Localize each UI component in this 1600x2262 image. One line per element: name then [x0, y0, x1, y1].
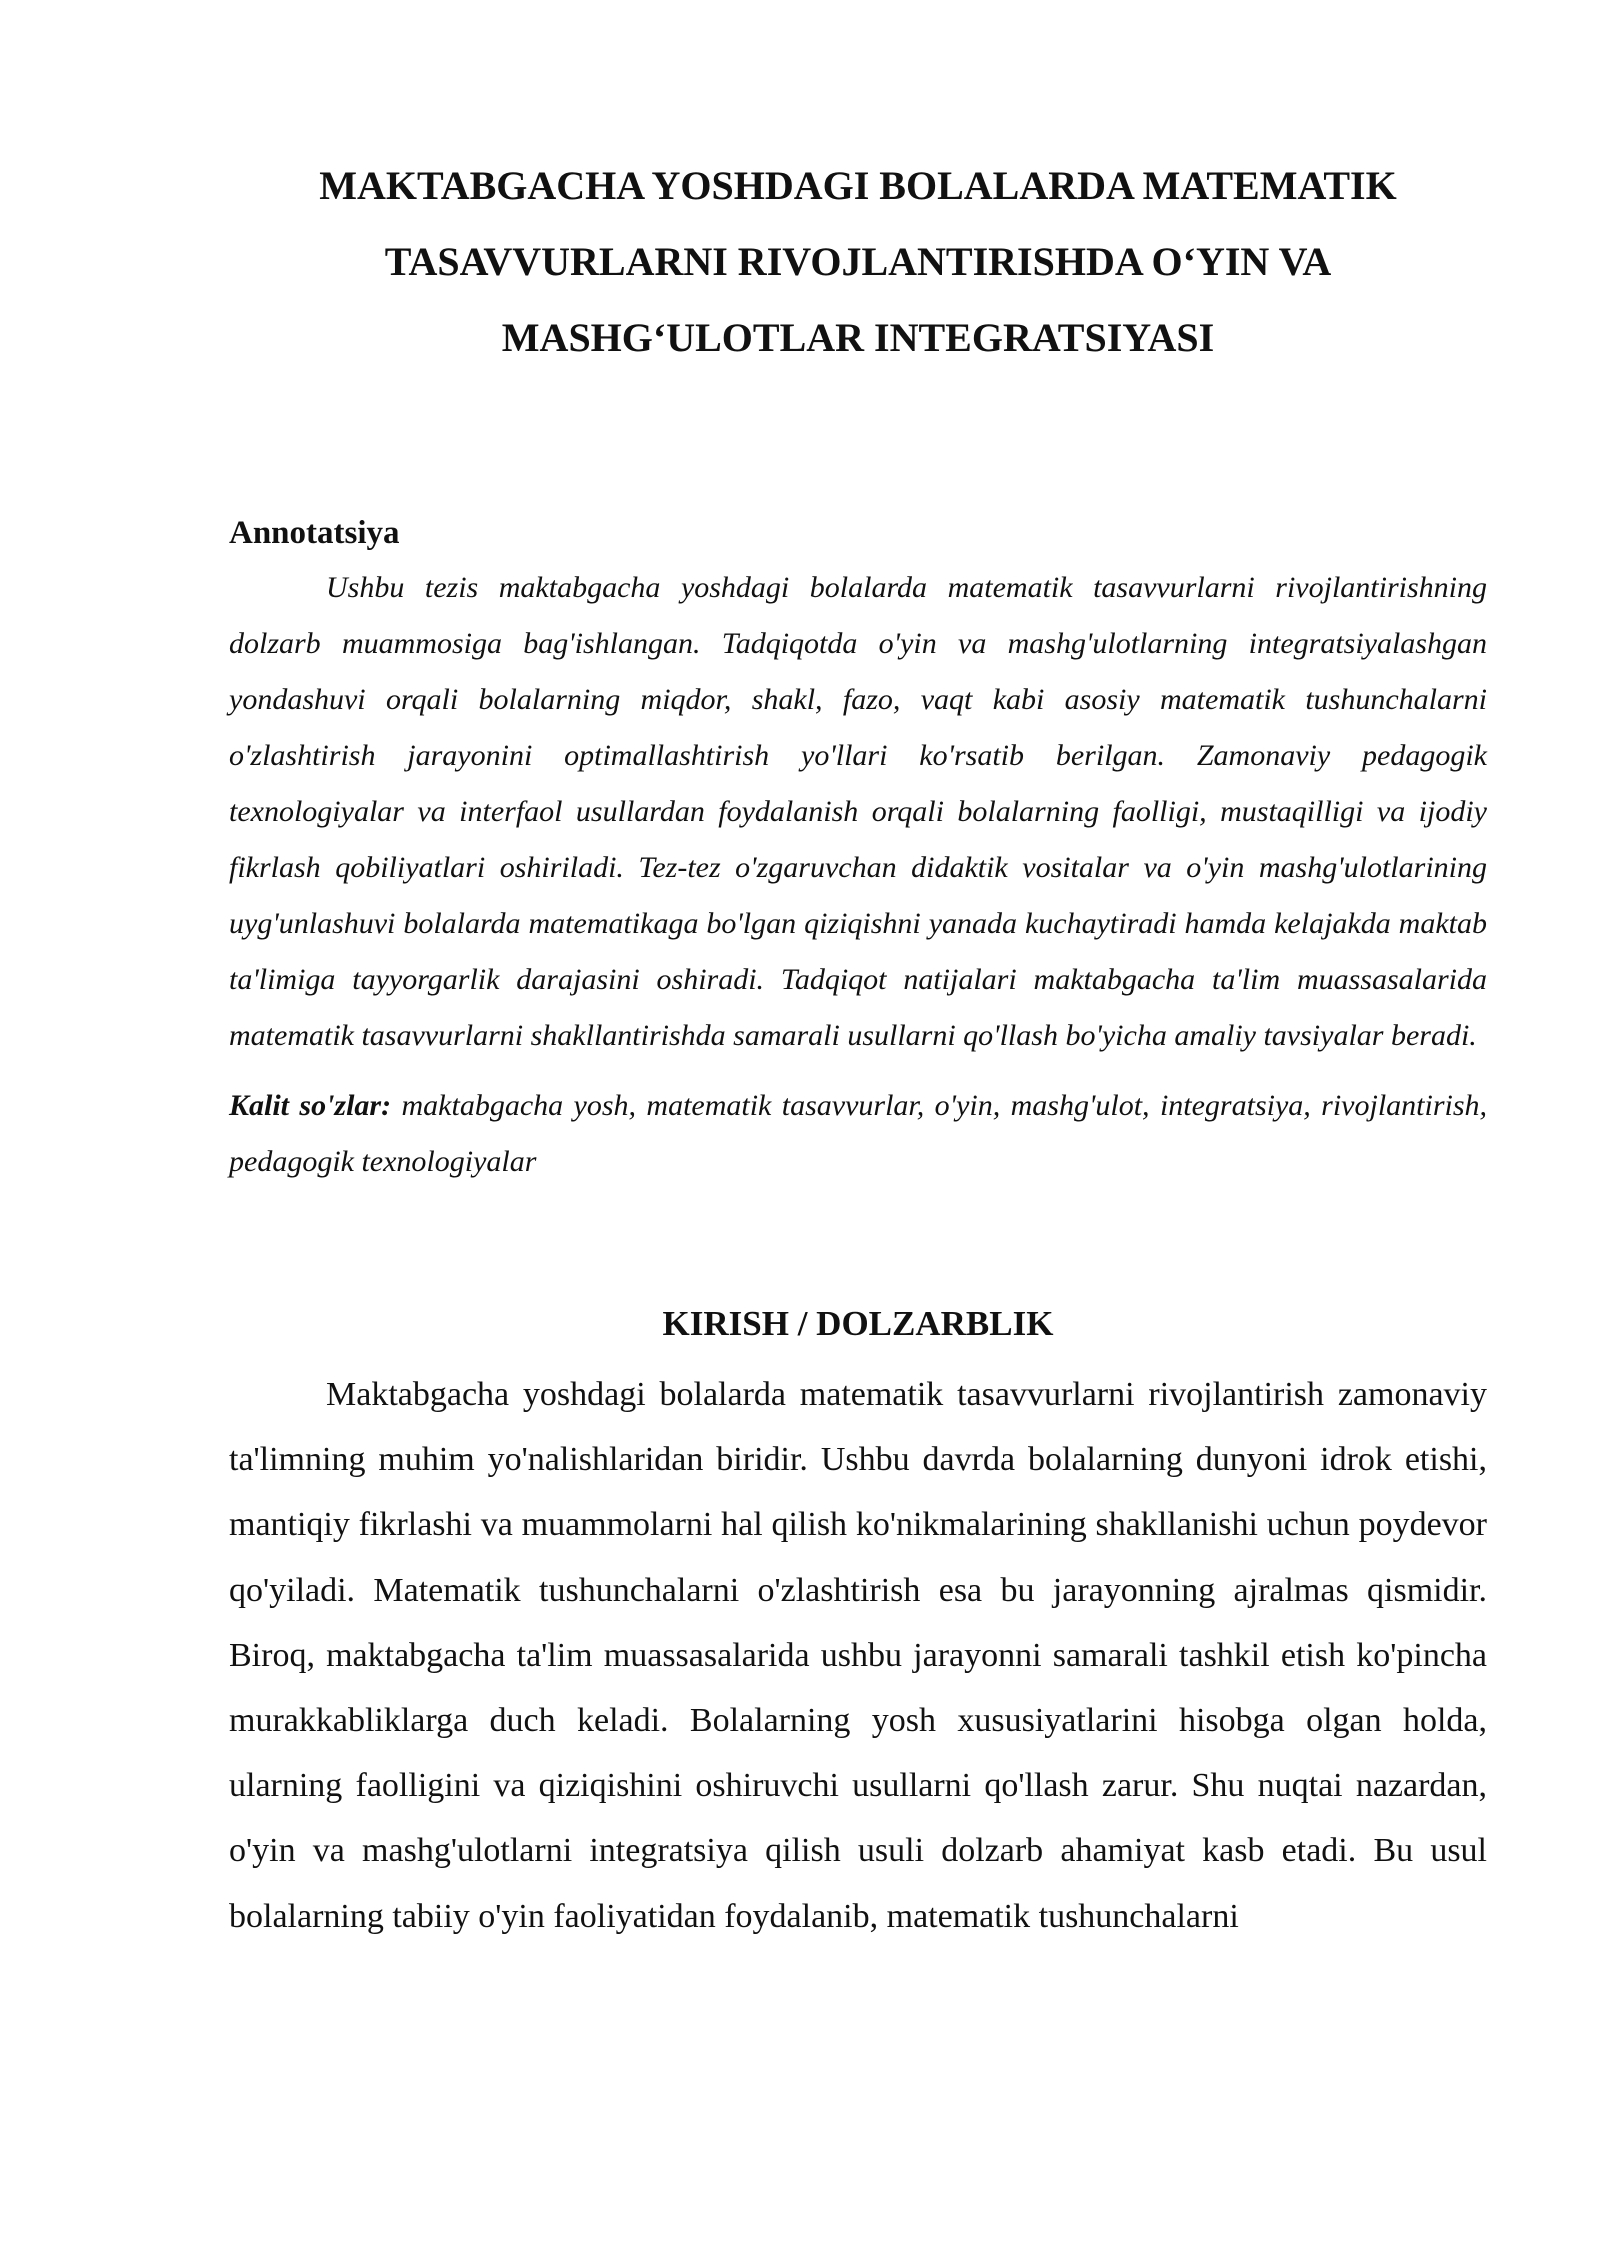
- keywords-text: maktabgacha yosh, matematik tasavvurlar, o'yin, mashg'ulot, integratsiya, rivojlantirish, pedagogik texnologiyalar: [229, 1089, 1488, 1178]
- title-line-1: MAKTABGACHA YOSHDAGI BOLALARDA MATEMATIK: [319, 163, 1397, 208]
- introduction-paragraph: Maktabgacha yoshdagi bolalarda matematik tasavvurlarni rivojlantirish zamonaviy ta'limning muhim yo'nalishlaridan biridir. Ushbu davrda bolalarning dunyoni idrok etishi, mantiqiy fikrlashi va muammolarni hal qilish ko'nikmalarining shakllanishi uchun poydevor qo'yiladi. Matematik tushunchalarni o'zlashtirish esa bu jarayonning ajralmas qismidir. Biroq, maktabgacha ta'lim muassasalarida ushbu jarayonni samarali tashkil etish ko'pincha murakkabliklarga duch keladi. Bolalarning yosh xususiyatlarini hisobga olgan holda, ularning faolligini va qiziqishini oshiruvchi usullarni qo'llash zarur. Shu nuqtai nazardan, o'yin va mashg'ulotlarni integratsiya qilish usuli dolzarb ahamiyat kasb etadi. Bu usul bolalarning tabiiy o'yin faoliyatidan foydalanib, matematik tushunchalarni: [229, 1376, 1487, 1935]
- title-line-2: TASAVVURLARNI RIVOJLANTIRISHDA O‘YIN VA: [384, 239, 1332, 284]
- page-content: [229, 148, 1487, 1949]
- abstract-paragraph: Ushbu tezis maktabgacha yoshdagi bolalarda matematik tasavvurlarni rivojlantirishning dolzarb muammosiga bag'ishlangan. Tadqiqotda o'yin va mashg'ulotlarning integratsiyalashgan yondashuvi orqali bolalarning miqdor, shakl, fazo, vaqt kabi asosiy matematik tushunchalarni o'zlashtirish jarayonini optimallashtirish yo'llari ko'rsatib berilgan. Zamonaviy pedagogik texnologiyalar va interfaol usullardan foydalanish orqali bolalarning faolligi, mustaqilligi va ijodiy fikrlash qobiliyatlari oshiriladi. Tez-tez o'zgaruvchan didaktik vositalar va o'yin mashg'ulotlarining uyg'unlashuvi bolalarda matematikaga bo'lgan qiziqishni yanada kuchaytiradi hamda kelajakda maktab ta'limiga tayyorgarlik darajasini oshiradi. Tadqiqot natijalari maktabgacha ta'lim muassasalarida matematik tasavvurlarni shakllantirishda samarali usullarni qo'llash bo'yicha amaliy tavsiyalar beradi.: [229, 571, 1487, 1052]
- title-line-3: MASHG‘ULOTLAR INTEGRATSIYASI: [501, 315, 1215, 360]
- introduction-heading: KIRISH / DOLZARBLIK: [662, 1304, 1054, 1343]
- abstract-heading: Annotatsiya: [229, 515, 400, 551]
- document-title: [229, 148, 1487, 376]
- keywords-paragraph: [229, 1078, 1487, 1190]
- keywords-label: Kalit so'zlar:: [229, 1089, 392, 1122]
